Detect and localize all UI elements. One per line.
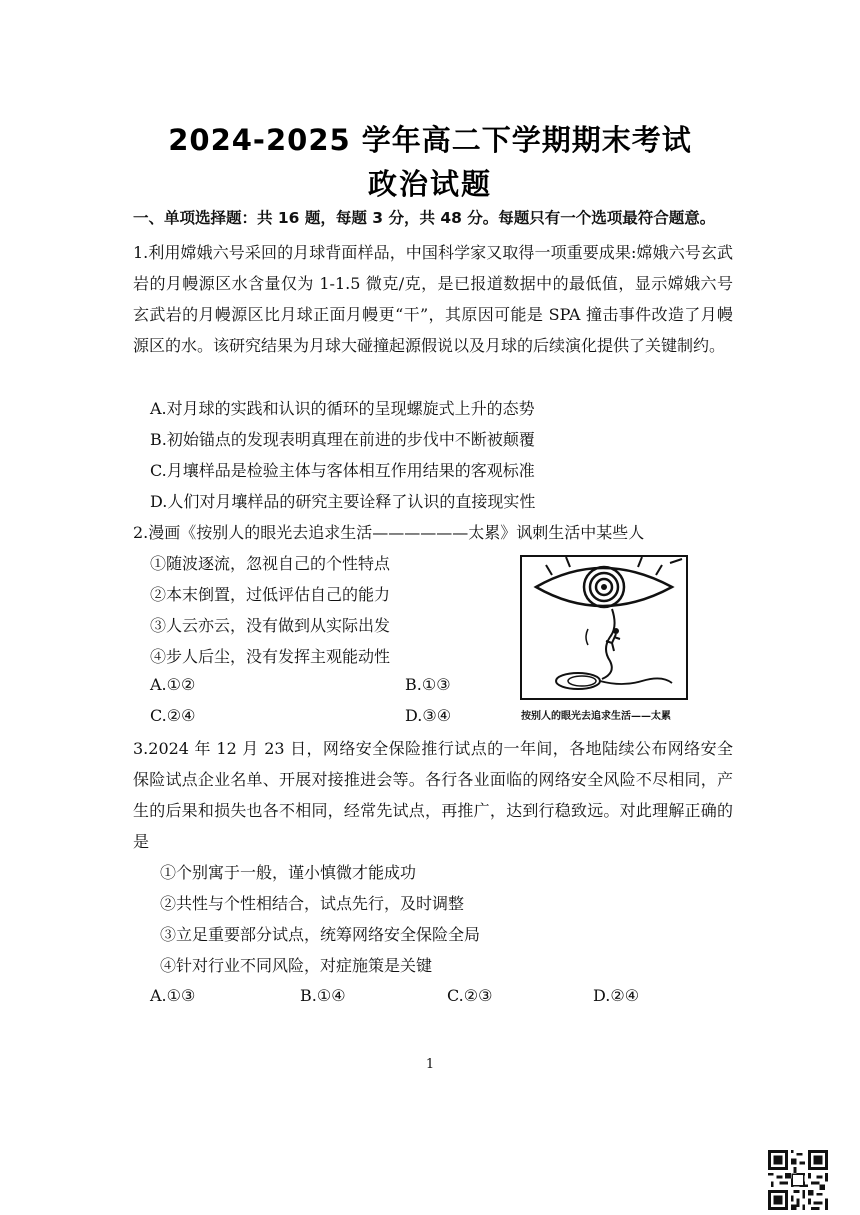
question-3-statement-3: ③立足重要部分试点，统筹网络安全保险全局 bbox=[160, 925, 481, 944]
question-2-statement-2: ②本末倒置，过低评估自己的能力 bbox=[150, 585, 391, 604]
question-2-stem: 2.漫画《按别人的眼光去追求生活——————太累》讽刺生活中某些人 bbox=[133, 523, 645, 542]
question-3-stem: 3.2024 年 12 月 23 日，网络安全保险推行试点的一年间，各地陆续公布网络安全保险试点企业名单、开展对接推进会等。各行各业面临的网络安全风险不尽相同，产生的后果和损失也各不相同，经常先试点，再推广，达到行稳致远。对此理解正确的是 bbox=[133, 739, 733, 851]
question-1-stem: 1.利用嫦娥六号采回的月球背面样品，中国科学家又取得一项重要成果:嫦娥六号玄武岩的月幔源区水含量仅为 1-1.5 微克/克，是已报道数据中的最低值，显示嫦娥六号玄武岩的月幔源区比月球正面月幔更“干”，其原因可能是 SPA 撞击事件改造了月幔源区的水。该研究结果为月球大碰撞起源假说以及月球的后续演化提供了关键制约。 bbox=[133, 243, 733, 355]
eye-cartoon-drawing bbox=[522, 557, 686, 698]
question-3-statement-4: ④针对行业不同风险，对症施策是关键 bbox=[160, 956, 433, 975]
exam-subtitle: 政治试题 bbox=[367, 167, 492, 201]
question-3-statement-1: ①个别寓于一般，谨小慎微才能成功 bbox=[160, 863, 417, 882]
question-3-option-c: C.②③ bbox=[447, 986, 493, 1005]
question-3-option-d: D.②④ bbox=[593, 986, 640, 1005]
question-2-option-c: C.②④ bbox=[150, 706, 196, 725]
question-1-option-c: C.月壤样品是检验主体与客体相互作用结果的客观标准 bbox=[150, 461, 535, 480]
cartoon-image bbox=[520, 555, 688, 700]
page-number: 1 bbox=[425, 1057, 435, 1072]
question-2-statement-3: ③人云亦云，没有做到从实际出发 bbox=[150, 616, 391, 635]
question-2-option-d: D.③④ bbox=[405, 706, 452, 725]
exam-title: 2024-2025 学年高二下学期期末考试 bbox=[168, 123, 692, 157]
cartoon-caption: 按别人的眼光去追求生活——太累 bbox=[521, 711, 671, 722]
question-1-option-d: D.人们对月壤样品的研究主要诠释了认识的直接现实性 bbox=[150, 492, 536, 511]
question-2-option-b: B.①③ bbox=[405, 675, 451, 694]
question-2-statement-4: ④步人后尘，没有发挥主观能动性 bbox=[150, 647, 391, 666]
question-1-option-b: B.初始锚点的发现表明真理在前进的步伐中不断被颠覆 bbox=[150, 430, 535, 449]
question-3-option-a: A.①③ bbox=[150, 986, 196, 1005]
qr-code-icon bbox=[768, 1150, 828, 1210]
question-1-option-a: A.对月球的实践和认识的循环的呈现螺旋式上升的态势 bbox=[150, 399, 535, 418]
question-3-option-b: B.①④ bbox=[300, 986, 346, 1005]
section-heading: 一、单项选择题：共 16 题，每题 3 分，共 48 分。每题只有一个选项最符合题意。 bbox=[133, 209, 716, 227]
question-2-option-a: A.①② bbox=[150, 675, 196, 694]
question-2-statement-1: ①随波逐流，忽视自己的个性特点 bbox=[150, 554, 391, 573]
question-3-statement-2: ②共性与个性相结合，试点先行，及时调整 bbox=[160, 894, 465, 913]
